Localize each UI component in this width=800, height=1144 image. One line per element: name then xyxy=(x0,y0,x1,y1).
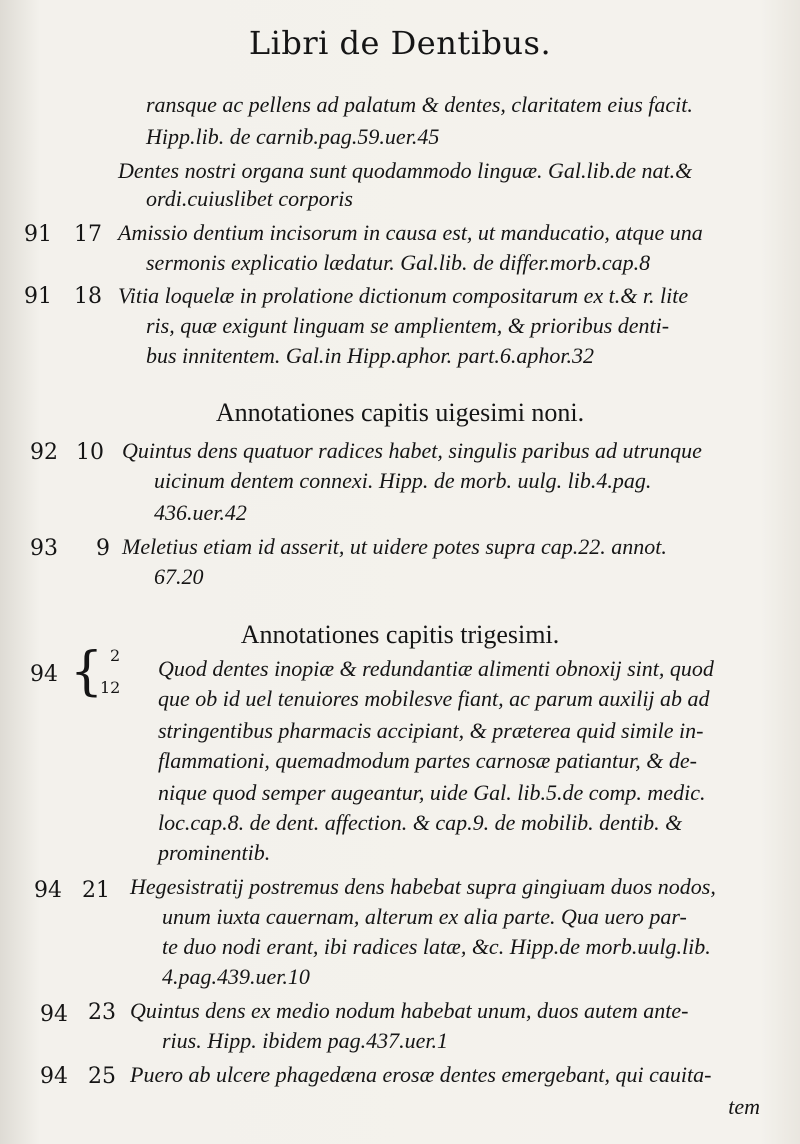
page-ref: 92 xyxy=(30,440,58,465)
text-line: ordi.cuiuslibet corporis xyxy=(146,186,353,211)
annotation-text: rius. Hipp. ibidem pag.437.uer.1 xyxy=(162,1028,448,1053)
catchword: tem xyxy=(728,1094,760,1119)
annotation-text: Amissio dentium incisorum in causa est, ut manducatio, atque una xyxy=(118,220,703,245)
annotation-text: uicinum dentem connexi. Hipp. de morb. uulg. lib.4.pag. xyxy=(154,468,652,493)
page-ref: 93 xyxy=(30,536,58,561)
page-ref: 94 xyxy=(40,1064,68,1089)
running-header: Libri de Dentibus. xyxy=(248,24,552,62)
annotation-text: Quintus dens quatuor radices habet, singulis paribus ad utrunque xyxy=(122,438,702,463)
annotation-text: flammationi, quemadmodum partes carnosæ patiantur, & de- xyxy=(158,748,697,773)
page-ref: 91 xyxy=(24,284,52,309)
page-ref: 94 xyxy=(30,662,58,687)
line-ref: 25 xyxy=(88,1064,116,1089)
annotation-text: 67.20 xyxy=(154,564,204,589)
annotation-text: loc.cap.8. de dent. affection. & cap.9. de mobilib. dentib. & xyxy=(158,810,683,835)
annotation-text: Quod dentes inopiæ & redundantiæ alimenti obnoxij sint, quod xyxy=(158,656,714,681)
line-ref: 12 xyxy=(100,678,121,697)
line-ref: 17 xyxy=(74,222,102,247)
annotation-text: Vitia loquelæ in prolatione dictionum compositarum ex t.& r. lite xyxy=(118,283,689,308)
section-heading: Annotationes capitis trigesimi. xyxy=(240,620,560,649)
page-ref: 94 xyxy=(34,878,62,903)
annotation-text: nique quod semper augeantur, uide Gal. lib.5.de comp. medic. xyxy=(158,780,706,805)
line-ref: 9 xyxy=(96,536,110,561)
annotation-text: unum iuxta cauernam, alterum ex alia parte. Qua uero par- xyxy=(162,904,687,929)
line-ref: 10 xyxy=(76,440,104,465)
annotation-text: sermonis explicatio lædatur. Gal.lib. de differ.morb.cap.8 xyxy=(146,250,651,275)
annotation-text: te duo nodi erant, ibi radices latæ, &c. Hipp.de morb.uulg.lib. xyxy=(162,934,711,959)
brace-symbol: { xyxy=(70,642,104,702)
line-ref: 18 xyxy=(74,284,102,309)
page-ref: 91 xyxy=(24,222,52,247)
annotation-text: stringentibus pharmacis accipiant, & præterea quid simile in- xyxy=(158,718,704,743)
annotation-text: Quintus dens ex medio nodum habebat unum, duos autem ante- xyxy=(130,998,689,1023)
annotation-text: ris, quæ exigunt linguam se amplientem, & prioribus denti- xyxy=(146,313,670,338)
annotation-text: Hegesistratij postremus dens habebat supra gingiuam duos nodos, xyxy=(130,874,716,899)
section-heading: Annotationes capitis uigesimi noni. xyxy=(215,398,585,427)
text-line: Dentes nostri organa sunt quodammodo linguæ. Gal.lib.de nat.& xyxy=(118,158,693,183)
annotation-text: Puero ab ulcere phagedæna erosæ dentes emergebant, qui cauita- xyxy=(130,1062,712,1087)
page-ref: 94 xyxy=(40,1002,68,1027)
line-ref: 2 xyxy=(110,646,121,665)
annotation-text: que ob id uel tenuiores mobilesve fiant, ac parum auxilij ab ad xyxy=(158,686,710,711)
line-ref: 21 xyxy=(82,878,110,903)
annotation-text: Meletius etiam id asserit, ut uidere potes supra cap.22. annot. xyxy=(122,534,667,559)
annotation-text: 436.uer.42 xyxy=(154,500,247,525)
annotation-text: bus innitentem. Gal.in Hipp.aphor. part.6.aphor.32 xyxy=(146,343,594,368)
line-ref: 23 xyxy=(88,1000,116,1025)
text-line: Hipp.lib. de carnib.pag.59.uer.45 xyxy=(146,124,440,149)
annotation-text: prominentib. xyxy=(158,840,271,865)
annotation-text: 4.pag.439.uer.10 xyxy=(162,964,310,989)
text-line: ransque ac pellens ad palatum & dentes, claritatem eius facit. xyxy=(146,92,693,117)
